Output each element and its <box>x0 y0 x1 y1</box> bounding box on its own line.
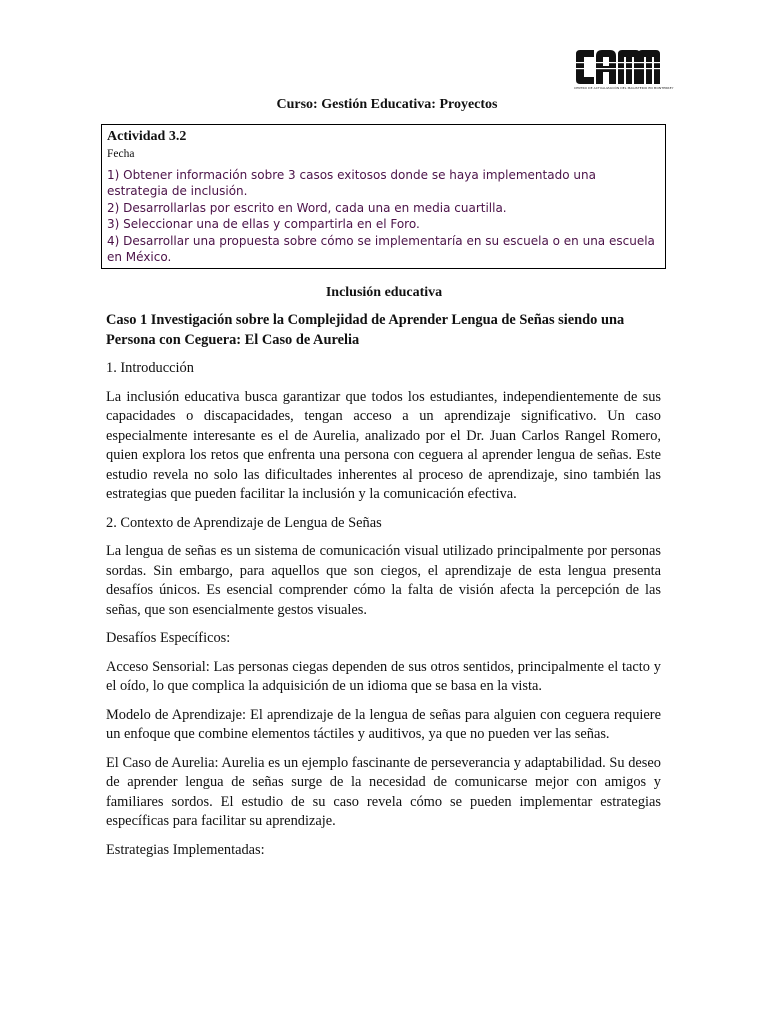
intro-paragraph: La inclusión educativa busca garantizar que todos los estudiantes, independientemente de sus capacidades o discapacidades, tengan acceso a un aprendizaje significativo. Un caso especialmente interesante es el de Aurelia, analizado por el Dr. Juan Carlos Rangel Romero, quien explora los retos que enfrenta una persona con ceguera al aprender lengua de señas. Este estudio revela no solo las dificultades inherentes al proceso de aprendizaje, sino también las estrategias que pueden facilitar la inclusión y la comunicación efectiva. <box>106 388 661 502</box>
activity-box <box>101 124 666 269</box>
activity-item: 4) Desarrollar una propuesta sobre cómo se implementaría en su escuela o en una escuela en México. <box>107 233 655 265</box>
aurelia-case-paragraph: El Caso de Aurelia: Aurelia es un ejemplo fascinante de perseverancia y adaptabilidad. Su deseo de aprender lengua de señas surge de la necesidad de comunicarse mejor con amigos y familiares sordos. El estudio de su caso revela cómo se pueden implementar estrategias específicas para facilitar su aprendizaje. <box>106 754 661 829</box>
context-paragraph: La lengua de señas es un sistema de comunicación visual utilizado principalmente por personas sordas. Sin embargo, para aquellos que son ciegos, el aprendizaje de esta lengua presenta desafíos únicos. Es esencial comprender cómo la falta de visión afecta la percepción de las señas, que son esencialmente gestos visuales. <box>106 543 661 618</box>
learning-model-paragraph: Modelo de Aprendizaje: El aprendizaje de la lengua de señas para alguien con ceguera requiere un enfoque que combine elementos táctiles y auditivos, ya que no pueden ver las señas. <box>106 706 661 742</box>
activity-item: 3) Seleccionar una de ellas y compartirla en el Foro. <box>107 217 420 232</box>
camm-logo <box>574 48 674 94</box>
activity-date-label: Fecha <box>107 148 135 160</box>
activity-item: 1) Obtener información sobre 3 casos exitosos donde se haya implementado una estrategia de inclusión. <box>107 168 596 199</box>
case-heading: Caso 1 Investigación sobre la Complejidad de Aprender Lengua de Señas siendo una Persona con Ceguera: El Caso de Aurelia <box>106 312 625 348</box>
intro-heading: 1. Introducción <box>106 360 194 376</box>
section-title: Inclusión educativa <box>325 285 443 300</box>
context-heading: 2. Contexto de Aprendizaje de Lengua de Señas <box>106 514 382 531</box>
activity-title: Actividad 3.2 <box>107 129 187 144</box>
strategies-heading: Estrategias Implementadas: <box>106 841 265 858</box>
course-title: Curso: Gestión Educativa: Proyectos <box>276 97 498 112</box>
challenges-heading: Desafíos Específicos: <box>106 630 231 646</box>
sensory-access-paragraph: Acceso Sensorial: Las personas ciegas dependen de sus otros sentidos, principalmente el tacto y el oído, lo que complica la adquisición de un idioma que se basa en la vista. <box>106 658 661 694</box>
camm-logo-mark <box>574 48 662 86</box>
activity-item: 2) Desarrollarlas por escrito en Word, cada una en media cuartilla. <box>107 200 507 215</box>
document-body <box>106 311 661 869</box>
activity-list <box>107 167 660 265</box>
logo-caption: CENTRO DE ACTUALIZACIÓN DEL MAGISTERIO EN MONTERREY <box>574 86 674 90</box>
